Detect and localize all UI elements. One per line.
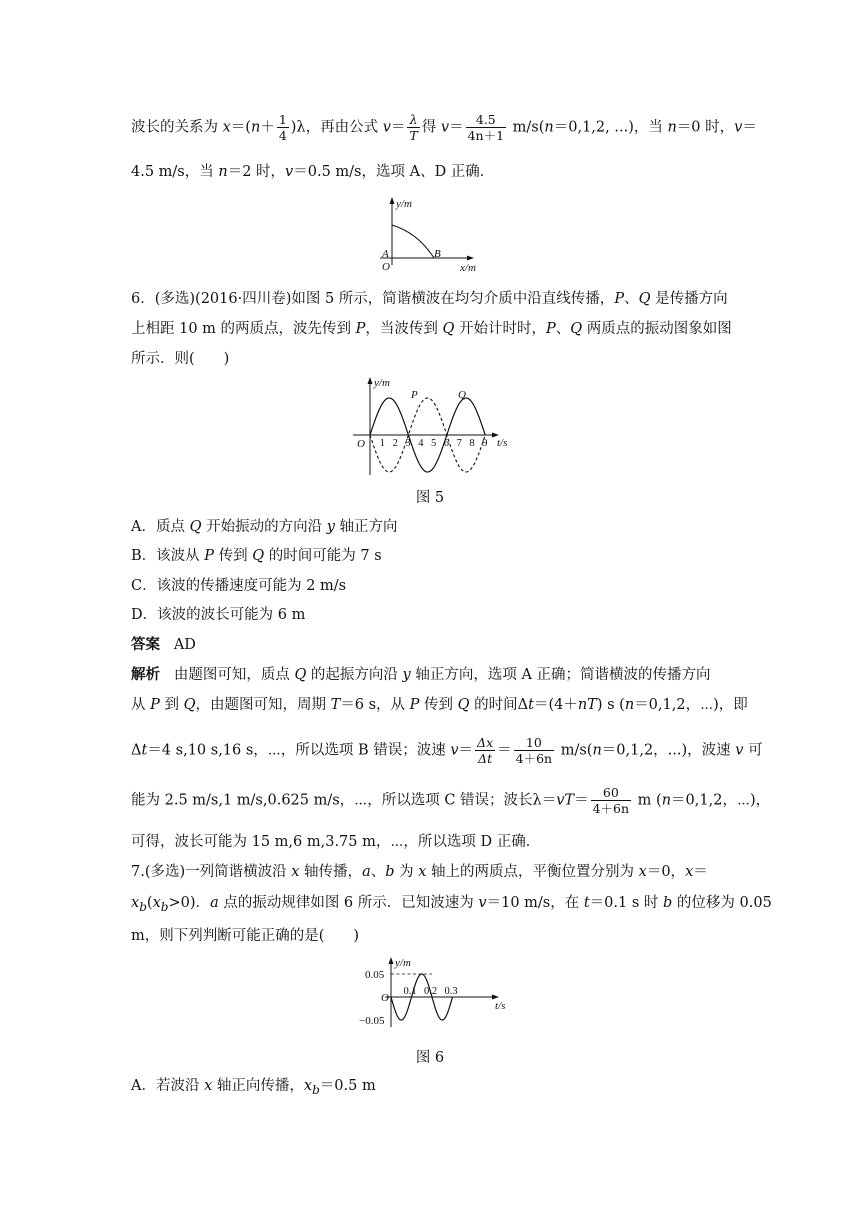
curve-label-p: P	[411, 389, 418, 401]
option-6-c: C．该波的传播速度可能为 2 m/s	[131, 578, 347, 594]
fraction: $\frac{10}{4+6n}$	[515, 735, 553, 766]
point-a: A	[382, 248, 389, 260]
question-6-line-3: 所示．则( )	[131, 351, 230, 367]
fraction: $\frac{\Delta x}{\Delta t}$	[477, 735, 494, 766]
question-7-line-2: $x_b(x_b>0)$．a 点的振动规律如图 6 所示．已知波速为 v＝10 m/s，在 t＝0.1 s 时 b 的位移为 0.05	[131, 895, 772, 914]
fraction: $\frac{\lambda}{T}$	[409, 112, 418, 143]
y-tick-negative: −0.05	[359, 1015, 385, 1027]
fraction: $\frac{4.5}{4n+1}$	[467, 112, 505, 143]
point-b: B	[434, 248, 441, 260]
t-label: t/s	[495, 1000, 506, 1012]
y-arrow	[368, 377, 373, 384]
analysis-line-2: 从 P 到 Q，由题图可知，周期 T＝6 s，从 P 传到 Q 的时间Δt＝(4＋nT) s (n＝0,1,2，⋯)，即	[131, 697, 748, 713]
wave-curve	[392, 225, 434, 258]
tick-label: 0.2	[424, 986, 438, 997]
origin-label: O	[381, 992, 389, 1004]
y-tick-positive: 0.05	[365, 969, 385, 981]
question-7-line-3: m，则下列判断可能正确的是( )	[131, 928, 360, 944]
answer-value: AD	[173, 637, 196, 653]
option-6-a: A．质点 Q 开始振动的方向沿 y 轴正方向	[131, 519, 398, 535]
vibration-graph-5	[345, 375, 515, 480]
t-label: t/s	[497, 437, 508, 449]
figure-5-caption: 图 5	[415, 490, 445, 506]
option-6-b: B．该波从 P 传到 Q 的时间可能为 7 s	[131, 548, 382, 564]
wave-graph-a	[370, 195, 490, 275]
option-6-d: D．该波的波长可能为 6 m	[131, 607, 306, 623]
tick-label: 6	[443, 438, 450, 449]
y-label: y/m	[395, 957, 411, 969]
text-line: 波长的关系为 x＝(n＋ $\frac{1}{4}$ )λ，再由公式 v＝ $\frac{\lambda}{T}$ 得 v＝ $\frac{4.5}{4n+1}$ m/s(n＝0,1,2, ...)，当 n＝0 时，v＝	[131, 112, 757, 143]
tick-label: 4	[418, 438, 424, 449]
analysis-line-4: 能为 2.5 m/s,1 m/s,0.625 m/s，⋯，所以选项 C 错误；波长λ＝vT＝ $\frac{60}{4+6n}$ m (n＝0,1,2，⋯)，	[131, 785, 771, 816]
x-label: x/m	[460, 262, 476, 274]
tick-label: 7	[456, 438, 462, 449]
tick-label: 0.1	[403, 986, 417, 997]
analysis-line-3: Δt＝4 s,10 s,16 s，⋯，所以选项 B 错误；波速 v＝ $\frac{\Delta x}{\Delta t}$ ＝ $\frac{10}{4+6n}$ m/s(n＝0,1,2，...)，波速 v 可	[131, 735, 763, 766]
curve-label-q: Q	[458, 389, 466, 401]
analysis-line-5: 可得，波长可能为 15 m,6 m,3.75 m，⋯，所以选项 D 正确．	[131, 834, 541, 850]
question-6-line-2: 上相距 10 m 的两质点，波先传到 P，当波传到 Q 开始计时时，P、Q 两质点的振动图象如图	[131, 321, 732, 337]
option-7-a: A．若波沿 x 轴正向传播，$x_b=0.5$ m	[131, 1078, 376, 1097]
x-arrow	[467, 256, 474, 261]
tick-label: 8	[469, 438, 475, 449]
text-line: 4.5 m/s，当 n＝2 时，v＝0.5 m/s，选项 A、D 正确．	[131, 164, 495, 180]
question-6-line-1: 6．(多选)(2016·四川卷)如图 5 所示，简谐横波在均匀介质中沿直线传播，P、Q 是传播方向	[131, 291, 728, 307]
tick-label: 1	[379, 438, 386, 449]
tick-label: 5	[431, 438, 437, 449]
origin-label: O	[382, 261, 390, 273]
analysis-line-1: 解析 由题图可知，质点 Q 的起振方向沿 y 轴正方向，选项 A 正确；简谐横波的传播方向	[131, 666, 711, 683]
y-arrow	[390, 197, 395, 204]
tick-label: 2	[392, 438, 398, 449]
y-label: y/m	[374, 377, 390, 389]
tick-label: 9	[482, 438, 488, 449]
fraction: $\frac{1}{4}$	[278, 112, 287, 143]
t-arrow	[492, 995, 499, 1000]
tick-label: 3	[405, 438, 411, 449]
answer-label: 答案	[131, 636, 160, 653]
origin-label: O	[357, 438, 365, 450]
y-arrow	[389, 957, 394, 964]
y-label: y/m	[396, 198, 412, 210]
tick-label: 0.3	[444, 986, 458, 997]
question-7-line-1: 7.(多选)一列简谐横波沿 x 轴传播，a、b 为 x 轴上的两质点，平衡位置分别为 x＝0，x＝	[131, 864, 708, 880]
answer-line	[131, 635, 196, 655]
vibration-graph-6	[355, 955, 515, 1035]
figure-6-caption: 图 6	[415, 1050, 445, 1066]
fraction: $\frac{60}{4+6n}$	[592, 785, 630, 816]
